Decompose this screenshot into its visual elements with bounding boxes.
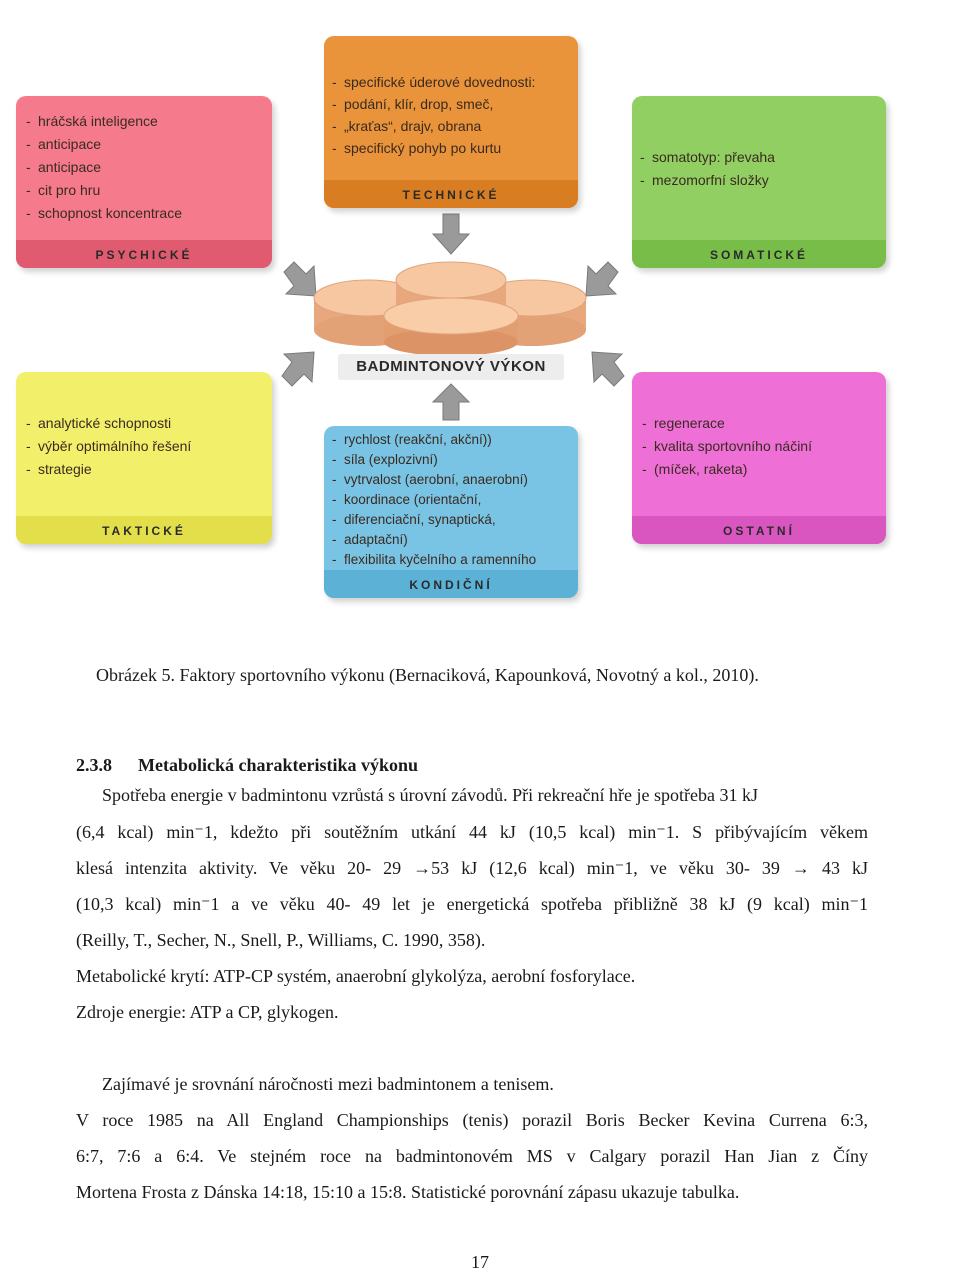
list-item: - anticipace	[26, 133, 262, 156]
list-item: - hráčská inteligence	[26, 110, 262, 133]
paragraph-line: Metabolické krytí: ATP-CP systém, anaerobní glykolýza, aerobní fosforylace.	[76, 966, 636, 986]
paragraph-line: 6:7, 7:6 a 6:4. Ve stejném roce na badmintonovém MS v Calgary porazil Han Jian z Číny	[76, 1146, 868, 1166]
paragraph-line: (Reilly, T., Secher, N., Snell, P., Williams, C. 1990, 358).	[76, 930, 486, 950]
list-item: - výběr optimálního řešení	[26, 435, 262, 458]
list-item: - vytrvalost (aerobní, anaerobní)	[332, 470, 570, 490]
paragraph-line: Mortena Frosta z Dánska 14:18, 15:10 a 15:8. Statistické porovnání zápasu ukazuje tabulka.	[76, 1182, 740, 1202]
list-item: - specifický pohyb po kurtu	[332, 137, 570, 159]
tactical-factors-title: TAKTICKÉ	[102, 524, 186, 538]
arrow-up-right-icon	[282, 352, 314, 386]
performance-factors-diagram	[0, 0, 960, 610]
figure-caption: Obrázek 5. Faktory sportovního výkonu (Bernaciková, Kapounková, Novotný a kol., 2010).	[96, 665, 759, 685]
somatic-factors-box	[632, 96, 886, 268]
list-item: - kvalita sportovního náčiní	[642, 435, 876, 458]
other-factors-box	[632, 372, 886, 544]
paragraph-line: (6,4 kcal) min⁻1, kdežto při soutěžním utkání 44 kJ (10,5 kcal) min⁻1. S přibývajícím věkem	[76, 822, 868, 842]
list-item: - diferenciační, synaptická,	[332, 510, 570, 530]
list-item: - analytické schopnosti	[26, 412, 262, 435]
technical-factors-box	[324, 36, 578, 208]
conditioning-factors-list	[332, 430, 570, 590]
list-item: - cit pro hru	[26, 179, 262, 202]
list-item: - anticipace	[26, 156, 262, 179]
list-item: - flexibilita kyčelního a ramenního	[332, 550, 570, 570]
badminton-performance-label: BADMINTONOVÝ VÝKON	[338, 354, 564, 380]
section-number: 2.3.8	[76, 755, 112, 775]
section-heading	[76, 754, 418, 776]
paragraph-line: Zdroje energie: ATP a CP, glykogen.	[76, 1002, 339, 1022]
paragraph-line: klesá intenzita aktivity. Ve věku 20- 29 →53 kJ (12,6 kcal) min⁻1, ve věku 30- 39 → 43 kJ	[76, 858, 868, 878]
list-item: - podání, klír, drop, smeč,	[332, 93, 570, 115]
psychological-factors-list	[26, 110, 262, 225]
somatic-factors-list	[640, 146, 878, 192]
arrow-down-right-icon	[284, 262, 316, 296]
list-item: - síla (explozivní)	[332, 450, 570, 470]
list-item: - adaptační)	[332, 530, 570, 550]
psychological-factors-box	[16, 96, 272, 268]
technical-factors-title: TECHNICKÉ	[402, 188, 500, 202]
list-item: - rychlost (reakční, akční))	[332, 430, 570, 450]
paragraph-line: Spotřeba energie v badmintonu vzrůstá s úrovní závodů. Při rekreační hře je spotřeba 31 kJ	[102, 785, 758, 805]
paragraph-line: V roce 1985 na All England Championships (tenis) porazil Boris Becker Kevina Currena 6:3,	[76, 1110, 868, 1130]
page-number: 17	[471, 1252, 489, 1272]
list-item: - specifické úderové dovednosti:	[332, 71, 570, 93]
arrow-down-left-icon	[586, 262, 618, 296]
other-factors-list	[642, 412, 876, 481]
list-item: - (míček, raketa)	[642, 458, 876, 481]
list-item: - somatotyp: převaha	[640, 146, 878, 169]
list-item: - strategie	[26, 458, 262, 481]
technical-factors-list	[332, 71, 570, 159]
other-factors-title: OSTATNÍ	[723, 524, 795, 538]
tactical-factors-list	[26, 412, 262, 481]
list-item: - „kraťas“, drajv, obrana	[332, 115, 570, 137]
conditioning-factors-box	[324, 426, 578, 598]
paragraph-line: (10,3 kcal) min⁻1 a ve věku 40- 49 let je energetická spotřeba přibližně 38 kJ (9 kcal) min⁻1	[76, 894, 868, 914]
performance-cylinders-icon	[314, 262, 586, 356]
list-item: - koordinace (orientační,	[332, 490, 570, 510]
list-item: - mezomorfní složky	[640, 169, 878, 192]
paragraph-line: Zajímavé je srovnání náročnosti mezi badmintonem a tenisem.	[102, 1074, 554, 1094]
somatic-factors-title: SOMATICKÉ	[709, 248, 809, 262]
arrow-down-icon	[433, 214, 469, 254]
list-item: - regenerace	[642, 412, 876, 435]
arrow-up-left-icon	[592, 352, 624, 386]
list-item: - schopnost koncentrace	[26, 202, 262, 225]
tactical-factors-box	[16, 372, 272, 544]
psychological-factors-title: PSYCHICKÉ	[95, 248, 193, 262]
arrow-up-icon	[433, 384, 469, 420]
section-title: Metabolická charakteristika výkonu	[138, 755, 419, 775]
conditioning-factors-title: KONDIČNÍ	[409, 578, 493, 592]
